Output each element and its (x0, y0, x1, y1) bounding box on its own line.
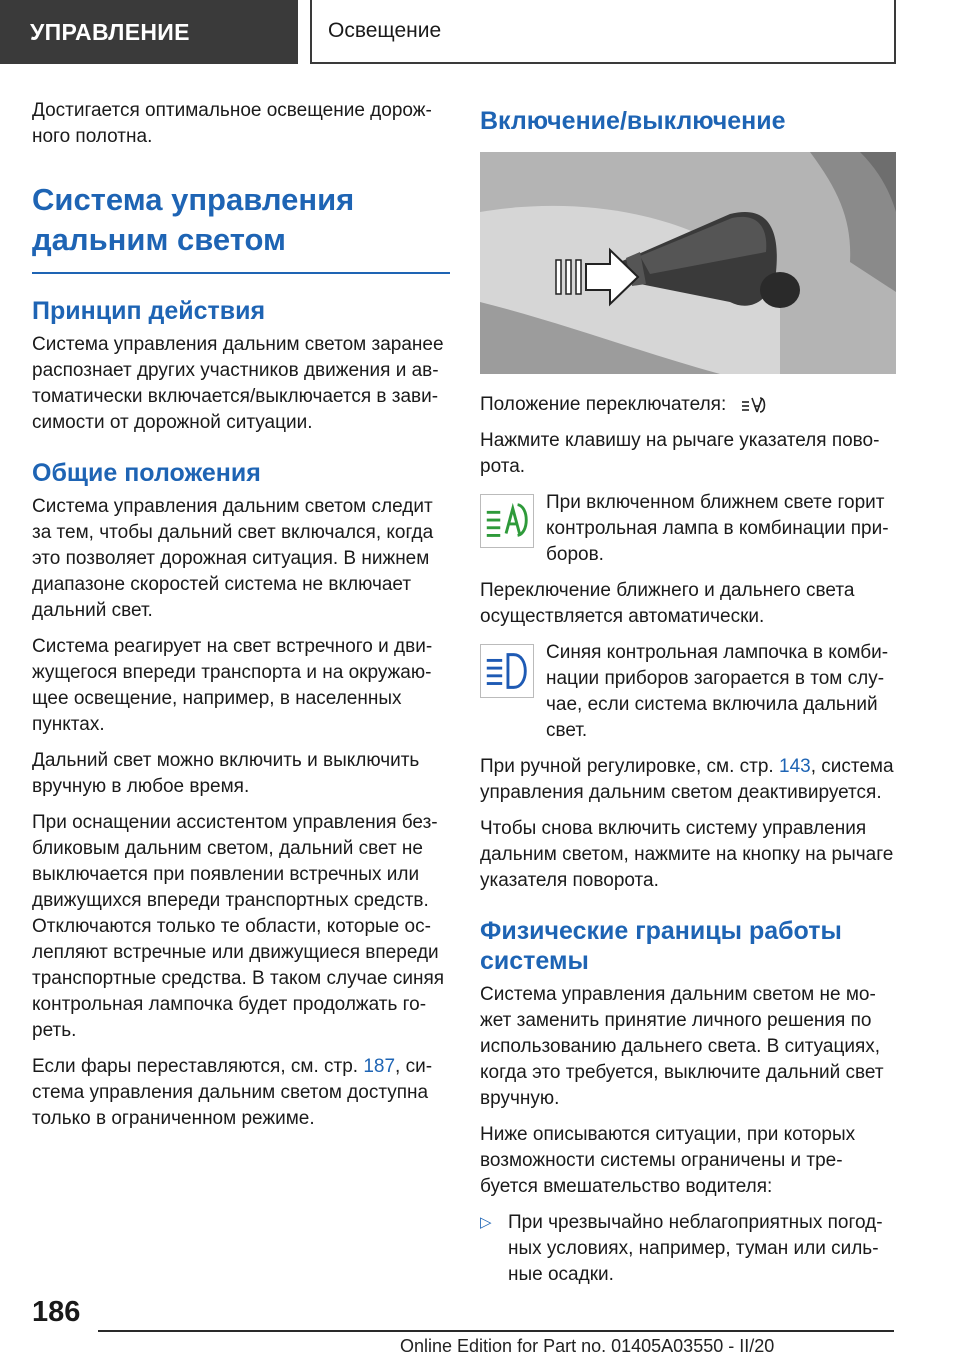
header-section-label: УПРАВЛЕНИЕ (30, 18, 190, 45)
triangle-bullet-icon: ▷ (480, 1214, 492, 1231)
general-paragraph-2: Система реагирует на свет встречного и дви-жущегося впереди транспорта и на окружаю-щее освещение, например, в населенных пунктах. (32, 636, 433, 735)
general-heading: Общие положения (32, 459, 261, 487)
manual-text (480, 754, 898, 806)
limits-paragraph-1: Система управления дальним светом не мо-жет заменить принятие личного решения по использованию дальнего света. В ситуациях, когда это требуется, выключите дальний свет вручную. (480, 984, 884, 1109)
high-beam-assist-indicator-icon (480, 494, 534, 548)
general-paragraph-1: Система управления дальним светом следит за тем, чтобы дальний свет включался, когда это позволяет дорожная ситуация. В нижнем диапазоне скоростей система не включает дальний свет. (32, 496, 434, 621)
left-column (32, 98, 450, 1142)
page-number: 186 (32, 1296, 81, 1328)
page-title: Система управления дальним светом (32, 180, 450, 274)
onoff-heading: Включение/выключение (480, 107, 786, 135)
general-paragraph-4: При оснащении ассистентом управления без-бликовым дальним светом, дальний свет не выключается при появлении встречных или движущихся впереди транспортных средств. Отключаются только те области, которые ос-лепляют встречные или движущиеся впереди транспортные средства. В таком случае синяя контрольная лампочка будет продолжать го-реть. (32, 812, 445, 1041)
limits-heading: Физические границы работы системы (480, 917, 842, 975)
press-key-text: Нажмите клавишу на рычаге указателя пово-рота. (480, 430, 880, 477)
auto-switch-text: Переключение ближнего и дальнего света осуществляется автоматически. (480, 580, 855, 627)
footer-edition: Online Edition for Part no. 01405A03550 - II/20 (400, 1336, 775, 1356)
reenable-text: Чтобы снова включить систему управления дальним светом, нажмите на кнопку на рычаге указателя поворота. (480, 818, 894, 891)
header-chapter-label: Освещение (328, 19, 442, 42)
footer-divider (98, 1330, 894, 1332)
indicator-row-green (480, 490, 898, 568)
switch-position-text (480, 392, 898, 418)
page-link-187[interactable]: 187 (363, 1056, 396, 1077)
right-column (480, 98, 898, 1288)
lever-illustration (480, 152, 896, 374)
general-paragraph-5-start: Если фары переставляются, см. стр. (32, 1056, 359, 1077)
high-beam-assist-icon (740, 394, 768, 416)
principle-text: Система управления дальним светом заранее распознает других участников движения и ав-томатически включается/выключается в зави-симости от дорожной ситуации. (32, 334, 444, 433)
manual-text-end: , система управления дальним светом деактивируется. (480, 756, 894, 803)
switch-position-label: Положение переключателя: (480, 394, 727, 415)
intro-text: Достигается оптимальное освещение дорож-ного полотна. (32, 100, 432, 147)
general-paragraph-5 (32, 1054, 450, 1132)
limits-paragraph-2: Ниже описываются ситуации, при которых возможности системы ограничены и тре-буется вмешательство водителя: (480, 1124, 856, 1197)
indicator-green-text: При включенном ближнем свете горит контрольная лампа в комбинации при-боров. (546, 492, 889, 565)
principle-heading: Принцип действия (32, 297, 266, 325)
indicator-blue-text: Синяя контрольная лампочка в комби-нации приборов загорается в том слу-чае, если система включила дальний свет. (546, 642, 889, 741)
list-item (480, 1210, 898, 1288)
manual-text-start: При ручной регулировке, см. стр. (480, 756, 774, 777)
general-paragraph-3: Дальний свет можно включить и выключить вручную в любое время. (32, 750, 420, 797)
turn-signal-lever-photo (480, 152, 896, 374)
bullet-text: При чрезвычайно неблагоприятных погод-ных условиях, например, туман или силь-ные осадки. (508, 1212, 883, 1285)
indicator-row-blue (480, 640, 898, 744)
general-paragraph-5-end: , си-стема управления дальним светом доступна только в ограниченном режиме. (32, 1056, 433, 1129)
page-link-143[interactable]: 143 (779, 756, 811, 777)
high-beam-indicator-icon (480, 644, 534, 698)
header-section-tab (0, 0, 298, 64)
header-chapter-tab (310, 0, 896, 64)
